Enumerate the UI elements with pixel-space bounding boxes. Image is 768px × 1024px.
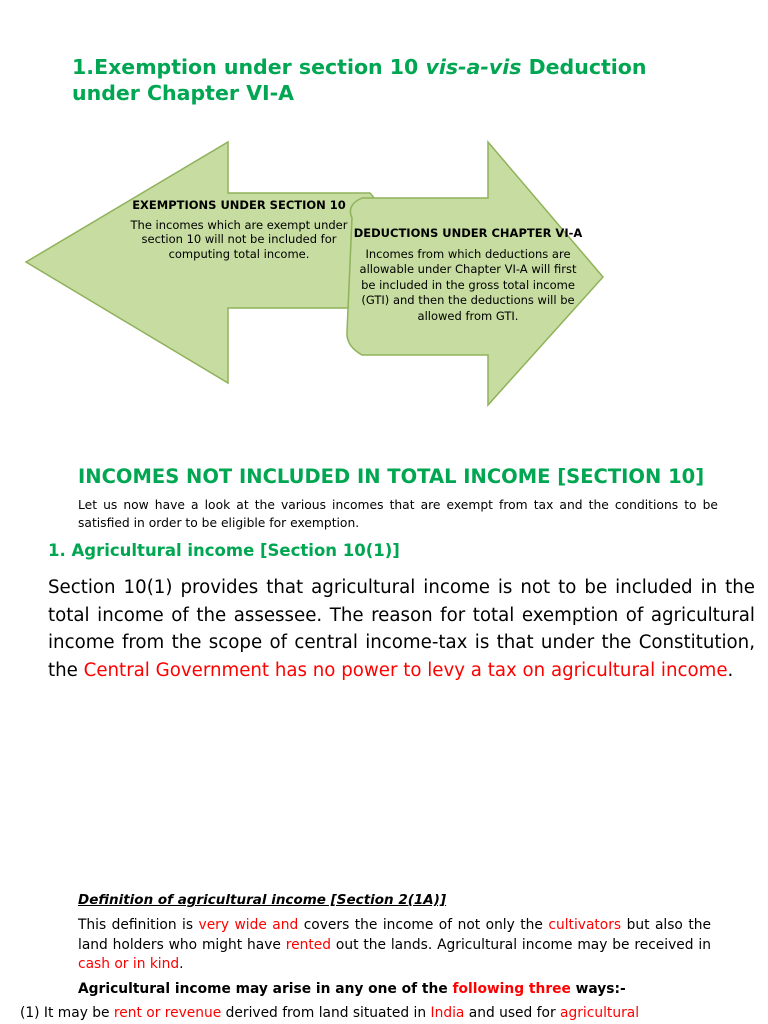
- item-highlight-2: India: [430, 1005, 465, 1021]
- item-highlight-1: rent or revenue: [113, 1005, 222, 1021]
- item-number: (1): [20, 1005, 40, 1021]
- agricultural-income-subheading: 1. Agricultural income [Section 10(1)]: [48, 541, 400, 560]
- exemptions-box: [128, 198, 350, 261]
- def-highlight-4: cash or in kind: [78, 956, 180, 972]
- def-text-3: but also the land holders who might have: [78, 917, 711, 953]
- paragraph-end: .: [727, 659, 734, 681]
- heading-italic: vis-a-vis: [425, 55, 522, 79]
- definition-paragraph: [78, 916, 711, 975]
- def-text-2: covers the income of not only the: [298, 917, 549, 933]
- paragraph-text: Section 10(1) provides that agricultural income is not to be included in the total income of the assessee. The reason for total exemption of agricultural income from the scope of central income-tax is that under the Constitution, the: [48, 577, 755, 681]
- definition-heading: Definition of agricultural income [Section 2(1A)]: [78, 892, 447, 908]
- list-item: [20, 1004, 711, 1024]
- item-text-1: It may be: [39, 1005, 114, 1021]
- exemptions-text: The incomes which are exempt under section 10 will not be included for computing total income.: [130, 217, 348, 261]
- ways-highlight: following three: [452, 981, 571, 997]
- ways-text-1: Agricultural income may arise in any one of the: [78, 981, 453, 997]
- item-text-2: derived from land situated in: [221, 1005, 431, 1021]
- intro-text: Let us now have a look at the various incomes that are exempt from tax and the conditions to be satisfied in order to be eligible for exemption.: [78, 498, 718, 530]
- exemptions-title: EXEMPTIONS UNDER SECTION 10: [132, 198, 346, 212]
- def-text-4: out the lands. Agricultural income may be received in: [331, 936, 711, 953]
- three-ways-line: [78, 981, 626, 997]
- def-highlight-1: very wide and: [198, 917, 299, 933]
- def-text-1: This definition is: [78, 917, 199, 933]
- agricultural-income-paragraph: [48, 574, 755, 684]
- left-arrow-shape: [26, 142, 376, 383]
- def-text-5: .: [179, 956, 184, 972]
- heading-part1: Exemption under section 10: [94, 55, 426, 79]
- def-highlight-2: cultivators: [548, 917, 622, 933]
- heading-part2: Deduction under Chapter VI-A: [72, 55, 647, 105]
- def-highlight-3: rented: [285, 936, 332, 953]
- heading-number: 1.: [72, 55, 95, 79]
- item-highlight-3: agricultural: [560, 1005, 640, 1021]
- ways-text-2: ways:-: [570, 981, 626, 997]
- section-heading: INCOMES NOT INCLUDED IN TOTAL INCOME [SECTION 10]: [78, 465, 705, 488]
- deductions-title: DEDUCTIONS UNDER CHAPTER VI-A: [353, 226, 583, 240]
- item-text-3: and used for: [464, 1005, 561, 1021]
- deductions-text: Incomes from which deductions are allowable under Chapter VI-A will first be included in the gross total income (GTI) and then the deductions will be allowed from GTI.: [359, 246, 577, 323]
- deductions-box: [352, 226, 584, 324]
- paragraph-highlight: Central Government has no power to levy a tax on agricultural income: [83, 659, 728, 681]
